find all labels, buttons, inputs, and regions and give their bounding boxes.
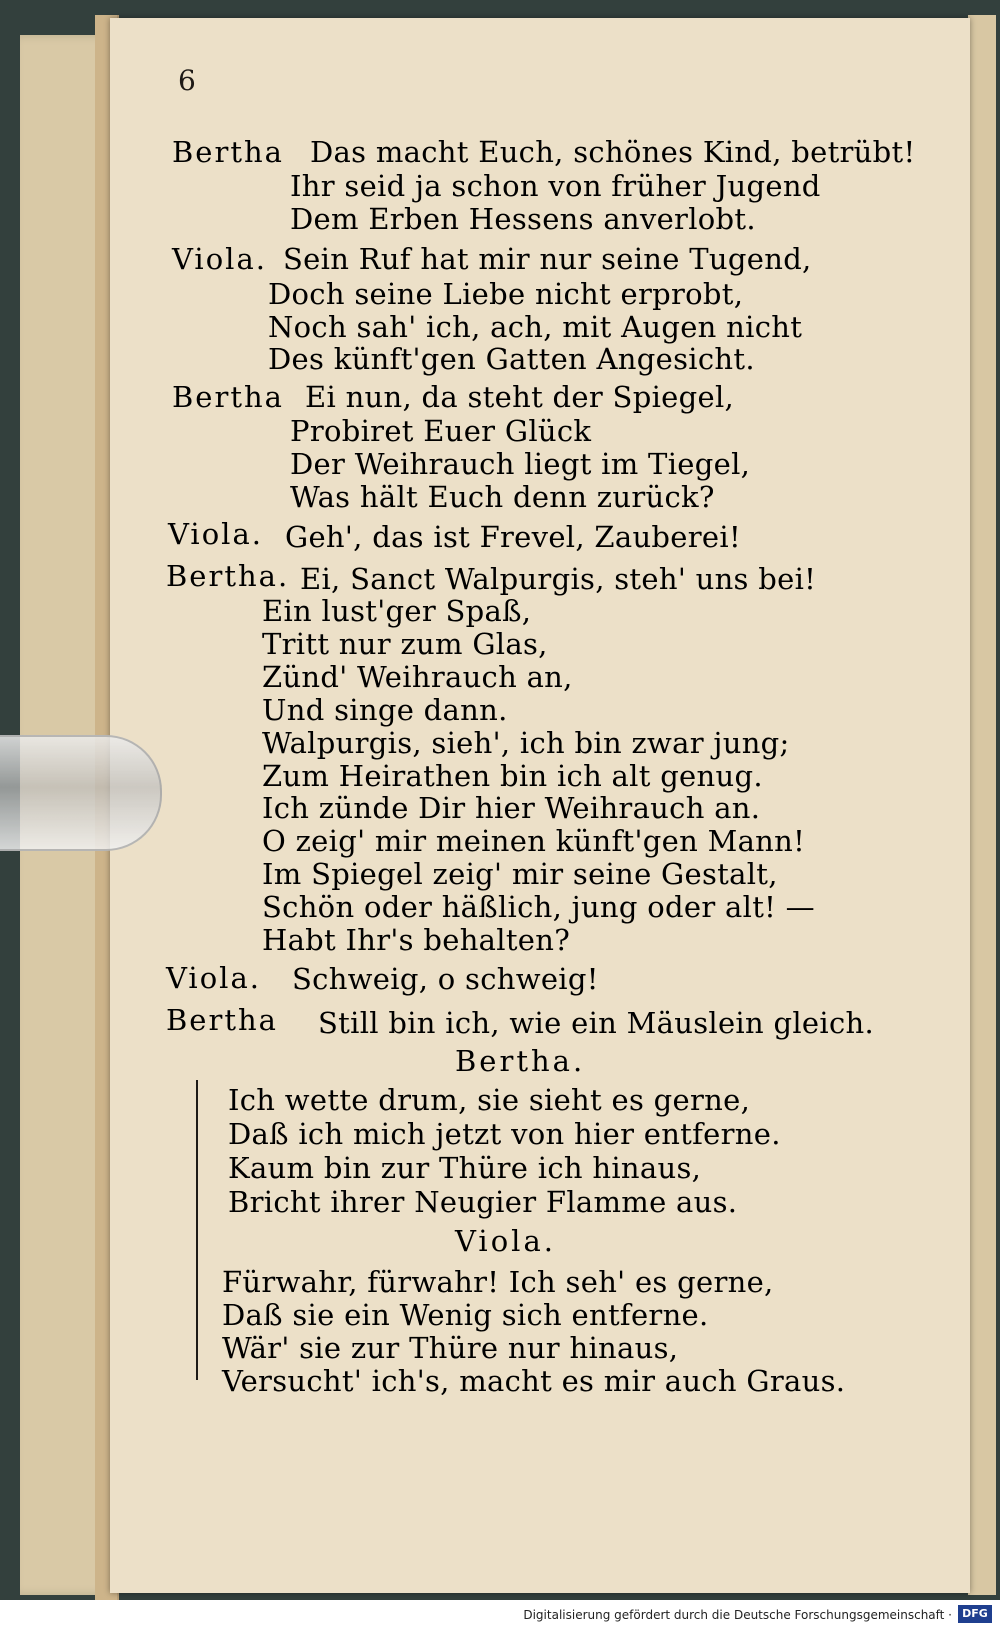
right-page-edge	[968, 15, 996, 1595]
verse-line: Zünd' Weihrauch an,	[262, 660, 573, 694]
verse-line: Zum Heirathen bin ich alt genug.	[262, 759, 763, 793]
verse-line: Kaum bin zur Thüre ich hinaus,	[228, 1151, 702, 1185]
verse-line: Noch sah' ich, ach, mit Augen nicht	[268, 310, 803, 344]
verse-line: Still bin ich, wie ein Mäuslein gleich.	[318, 1006, 875, 1040]
speaker-name: Viola.	[168, 517, 263, 551]
verse-line: Im Spiegel zeig' mir seine Gestalt,	[262, 857, 778, 891]
verse-line: Walpurgis, sieh', ich bin zwar jung;	[262, 726, 790, 760]
verse-line: Versucht' ich's, macht es mir auch Graus.	[222, 1364, 846, 1398]
verse-line: Ei nun, da steht der Spiegel,	[305, 380, 735, 414]
verse-line: Das macht Euch, schönes Kind, betrübt!	[310, 135, 916, 169]
verse-line: O zeig' mir meinen künft'gen Mann!	[262, 824, 806, 858]
page-clip	[0, 735, 162, 851]
verse-line: Bricht ihrer Neugier Flamme aus.	[228, 1185, 738, 1219]
verse-line: Ich wette drum, sie sieht es gerne,	[228, 1083, 751, 1117]
curly-brace	[196, 1080, 212, 1380]
verse-line: Dem Erben Hessens anverlobt.	[290, 202, 756, 236]
verse-line: Der Weihrauch liegt im Tiegel,	[290, 447, 751, 481]
footer-bar	[0, 1600, 1000, 1629]
speaker-name: Viola.	[172, 242, 267, 276]
verse-line: Geh', das ist Frevel, Zauberei!	[285, 520, 741, 554]
verse-line: Ein lust'ger Spaß,	[262, 594, 532, 628]
verse-line: Habt Ihr's behalten?	[262, 923, 571, 957]
verse-line: Und singe dann.	[262, 693, 508, 727]
speaker-name: Bertha	[172, 135, 284, 169]
duet-heading: Viola.	[455, 1224, 556, 1258]
verse-line: Fürwahr, fürwahr! Ich seh' es gerne,	[222, 1265, 774, 1299]
dfg-logo: DFG	[958, 1605, 992, 1623]
speaker-name: Viola.	[166, 961, 261, 995]
speaker-name: Bertha.	[166, 559, 290, 593]
verse-line: Ei, Sanct Walpurgis, steh' uns bei!	[300, 562, 817, 596]
verse-line: Wär' sie zur Thüre nur hinaus,	[222, 1331, 679, 1365]
verse-line: Daß sie ein Wenig sich entferne.	[222, 1298, 709, 1332]
verse-line: Ich zünde Dir hier Weihrauch an.	[262, 791, 761, 825]
verse-line: Probiret Euer Glück	[290, 414, 592, 448]
footer-credit: Digitalisierung gefördert durch die Deutsche Forschungsgemeinschaft ·	[523, 1608, 952, 1622]
verse-line: Schön oder häßlich, jung oder alt! —	[262, 890, 815, 924]
verse-line: Daß ich mich jetzt von hier entferne.	[228, 1117, 781, 1151]
verse-line: Ihr seid ja schon von früher Jugend	[290, 169, 821, 203]
verse-line: Schweig, o schweig!	[292, 962, 599, 996]
page-number: 6	[178, 64, 196, 97]
verse-line: Tritt nur zum Glas,	[262, 627, 548, 661]
verse-line: Doch seine Liebe nicht erprobt,	[268, 277, 744, 311]
speaker-name: Bertha	[172, 380, 284, 414]
speaker-name: Bertha	[166, 1003, 278, 1037]
verse-line: Was hält Euch denn zurück?	[290, 480, 715, 514]
verse-line: Sein Ruf hat mir nur seine Tugend,	[283, 242, 812, 276]
verse-line: Des künft'gen Gatten Angesicht.	[268, 342, 755, 376]
duet-heading: Bertha.	[455, 1044, 586, 1078]
